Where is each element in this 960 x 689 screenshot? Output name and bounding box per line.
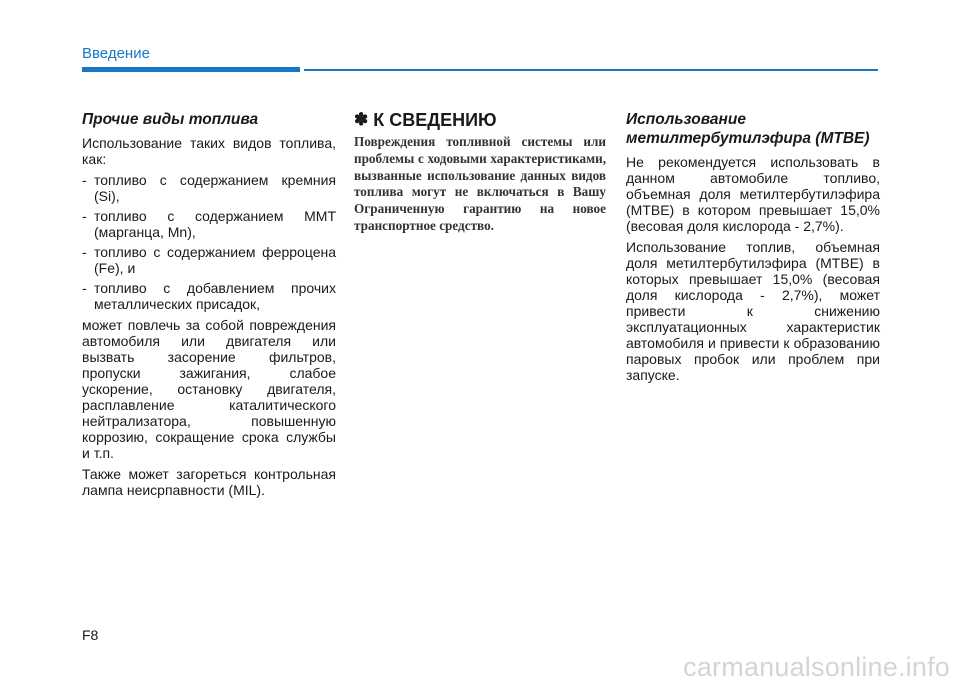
fuel-types-list	[82, 172, 336, 312]
list-item: - топливо с содержанием MMT (марганца, Mn),	[82, 208, 336, 240]
header-rule-thick	[82, 67, 300, 72]
section-title: Введение	[82, 45, 150, 62]
other-fuels-heading: Прочие виды топлива	[82, 111, 259, 128]
column-mtbe	[626, 110, 880, 388]
watermark: carmanualsonline.info	[683, 652, 950, 682]
column-other-fuels	[82, 110, 336, 503]
notice-heading	[354, 110, 606, 130]
list-item: - топливо с содержанием ферроцена (Fe), и	[82, 244, 336, 276]
header-rule-thin	[304, 69, 878, 71]
list-item: - топливо с добавлением прочих металлических присадок,	[82, 280, 336, 312]
notice-title: К СВЕДЕНИЮ	[373, 110, 497, 130]
other-fuels-intro: Использование таких видов топлива, как:	[82, 135, 336, 167]
notice-box	[354, 110, 606, 235]
page-number: F8	[82, 627, 99, 643]
list-item: - топливо с содержанием кремния (Si),	[82, 172, 336, 204]
other-fuels-mil-note: Также может загореться контрольная лампа неисрпавности (MIL).	[82, 466, 336, 498]
other-fuels-consequences: может повлечь за собой повреждения автомобиля или двигателя или вызвать засорение фильтров, пропуски зажигания, слабое ускорение, остановку двигателя, расплавление каталитического нейтрализатора, повышенную коррозию, сокращение срока службы и т.п.	[82, 317, 336, 461]
mtbe-recommendation: Не рекомендуется использовать в данном автомобиле топливо, объемная доля метилтербутилэфира (MTBE) в котором превышает 15,0% (весовая доля кислорода - 2,7%).	[626, 154, 880, 234]
mtbe-heading: Использование метилтербутилэфира (MTBE)	[626, 111, 870, 147]
notice-icon: ✽	[354, 110, 369, 129]
notice-text: Повреждения топливной системы или проблемы с ходовыми характеристиками, вызванные использование данных видов топлива могут не включаться в Вашу Ограниченную гарантию на новое транспортное средство.	[354, 134, 606, 233]
mtbe-consequences: Использование топлив, объемная доля метилтербутилэфира (MTBE) в которых превышает 15,0% (весовая доля кислорода - 2,7%), может привести к снижению эксплуатационных характеристик автомобиля и привести к образованию паровых пробок или проблем при запуске.	[626, 239, 880, 383]
